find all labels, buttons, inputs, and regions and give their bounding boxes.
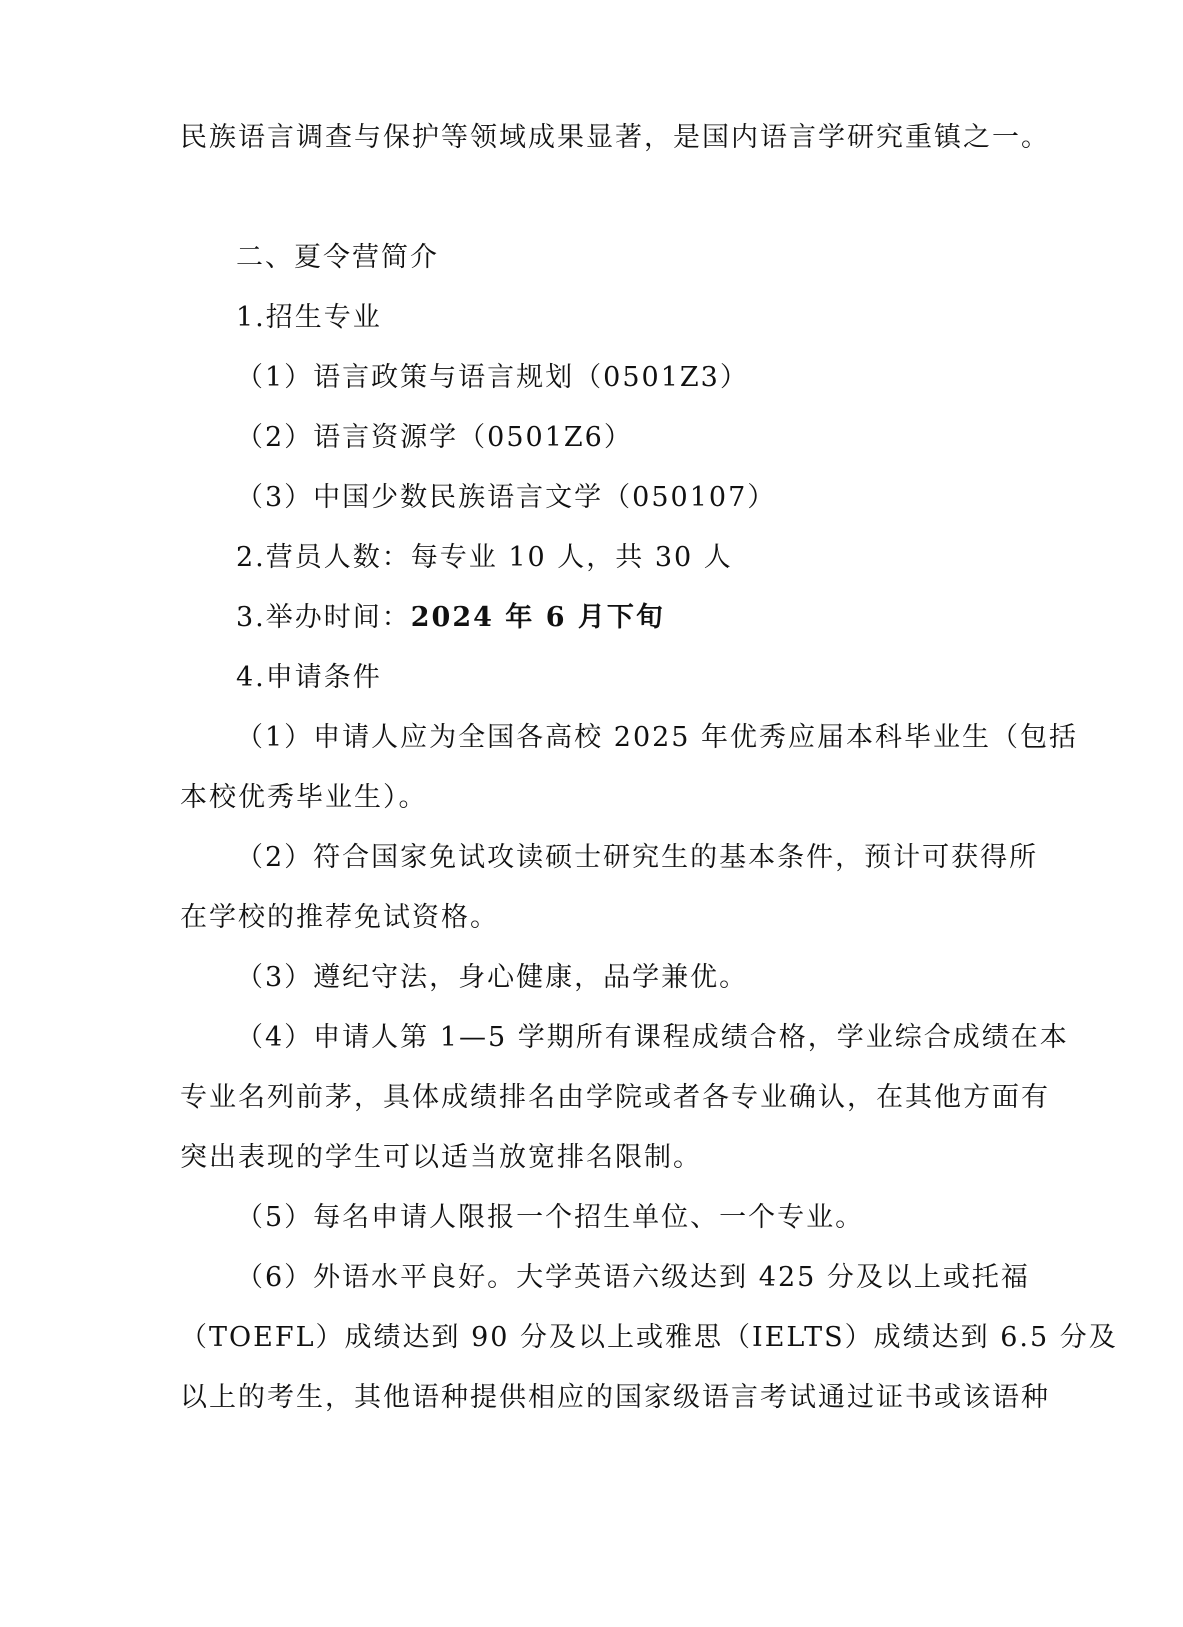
- condition-2-line-2: 在学校的推荐免试资格。: [180, 902, 499, 933]
- condition-1-line-1: （1）申请人应为全国各高校 2025 年优秀应届本科毕业生（包括: [236, 722, 1079, 753]
- major-item-1: （1）语言政策与语言规划（0501Z3）: [236, 362, 749, 393]
- condition-6-line-1: （6）外语水平良好。大学英语六级达到 425 分及以上或托福: [236, 1262, 1030, 1293]
- item3-label: 3.举办时间：: [236, 602, 411, 633]
- condition-3: （3）遵纪守法，身心健康，品学兼优。: [236, 962, 749, 993]
- condition-4-line-1: （4）申请人第 1—5 学期所有课程成绩合格，学业综合成绩在本: [236, 1022, 1069, 1053]
- condition-4-line-2: 专业名列前茅，具体成绩排名由学院或者各专业确认，在其他方面有: [180, 1082, 1050, 1113]
- item3-time: [236, 598, 1066, 638]
- condition-5: （5）每名申请人限报一个招生单位、一个专业。: [236, 1202, 865, 1233]
- condition-6-line-3: 以上的考生，其他语种提供相应的国家级语言考试通过证书或该语种: [180, 1382, 1050, 1413]
- major-item-3: （3）中国少数民族语言文学（050107）: [236, 482, 777, 513]
- condition-4-line-3: 突出表现的学生可以适当放宽排名限制。: [180, 1142, 702, 1173]
- condition-6-line-2: （TOEFL）成绩达到 90 分及以上或雅思（IELTS）成绩达到 6.5 分及: [180, 1322, 1118, 1353]
- intro-tail-paragraph: 民族语言调查与保护等领域成果显著，是国内语言学研究重镇之一。: [180, 122, 1050, 153]
- section-title: 二、夏令营简介: [236, 242, 439, 273]
- major-item-2: （2）语言资源学（0501Z6）: [236, 422, 633, 453]
- condition-1-line-2: 本校优秀毕业生）。: [180, 782, 428, 813]
- item3-value: 2024 年 6 月下旬: [410, 602, 665, 633]
- item1-title: 1.招生专业: [236, 302, 382, 333]
- condition-2-line-1: （2）符合国家免试攻读硕士研究生的基本条件，预计可获得所: [236, 842, 1039, 873]
- item4-title: 4.申请条件: [236, 662, 382, 693]
- item2-participants: 2.营员人数：每专业 10 人，共 30 人: [236, 542, 733, 573]
